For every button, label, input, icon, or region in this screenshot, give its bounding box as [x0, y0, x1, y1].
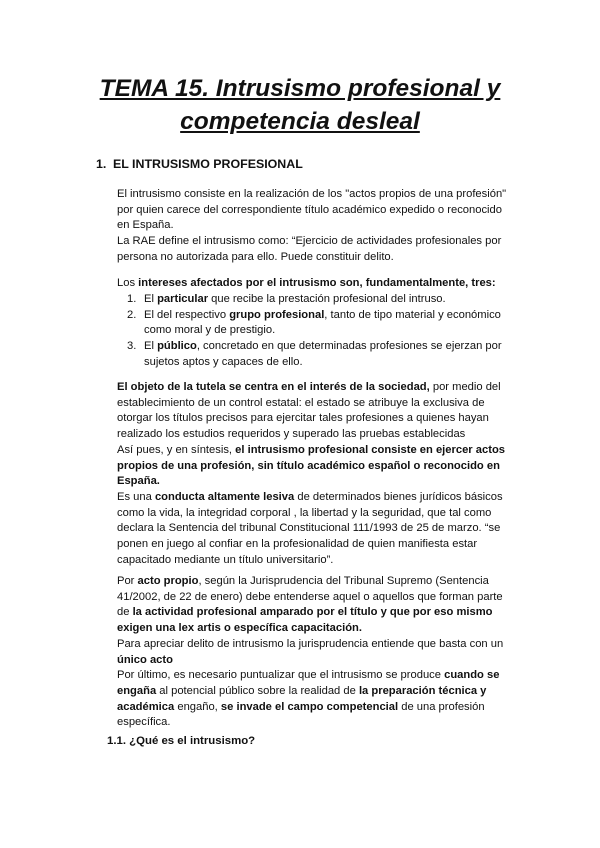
title-line-1: TEMA 15. Intrusismo profesional y: [99, 75, 501, 102]
list-item-number: 1.: [127, 293, 137, 305]
list-item-number: 3.: [127, 340, 137, 353]
list-item-text: El: [144, 340, 158, 353]
body-text: engaño,: [174, 700, 221, 713]
body-text: Es una: [117, 490, 155, 503]
body-text: Para apreciar delito de intrusismo la jurisprudencia entiende que basta con un: [117, 637, 504, 650]
bold-text: conducta altamente lesiva: [154, 490, 295, 503]
section-heading: [96, 156, 303, 172]
tutela-paragraphs: [117, 380, 507, 568]
body-text: Por: [117, 575, 138, 587]
intro-paragraph-1: El intrusismo consiste en la realización de los "actos propios de una profesión" por quien carece del correspondiente título académico expedido o reconocido en España.: [117, 188, 507, 232]
list-item-bold: grupo profesional: [229, 308, 325, 321]
list-item-text: que recibe la prestación profesional del intruso.: [208, 293, 446, 305]
body-text: Así pues, y en síntesis,: [117, 443, 236, 456]
interests-lead-bold: intereses afectados por el intrusismo son, fundamentalmente, tres:: [138, 277, 496, 289]
body-text: por medio del establecimiento de un control estatal: el estado se atribuye la exclusiva de otorgar los títulos precisos para ejercitar tales profesiones a quienes hayan realizado los estudios requeridos y superado las pruebas establecidas: [117, 381, 501, 441]
section-number: 1.: [96, 157, 107, 171]
list-item-number: 2.: [127, 308, 137, 321]
title-line-2: competencia desleal: [180, 108, 420, 135]
bold-text: la actividad profesional amparado por el título y que por eso mismo exigen una lex artis o específica capacitación.: [117, 606, 493, 635]
subsection-heading: 1.1. ¿Qué es el intrusismo?: [107, 735, 256, 747]
page-title: [60, 72, 540, 138]
body-text: Por último, es necesario puntualizar que el intrusismo se produce: [117, 669, 445, 682]
bold-text: El objeto de la tutela se centra en el interés de la sociedad,: [117, 381, 430, 393]
interests-lead-plain: Los: [117, 277, 139, 289]
intro-paragraph-2: La RAE define el intrusismo como: “Ejercicio de actividades profesionales por persona no autorizada para ello. Puede constituir delito.: [117, 235, 502, 263]
bold-text: se invade el campo competencial: [220, 700, 399, 713]
section-title: EL INTRUSISMO PROFESIONAL: [113, 157, 303, 171]
bold-text: la preparación técnica y académica: [117, 684, 487, 713]
body-text: al potencial público sobre la realidad de: [156, 684, 359, 697]
tutela-paragraph-1: [117, 380, 507, 443]
interests-lead: [117, 276, 507, 292]
acto-paragraph-3: [117, 668, 507, 731]
acto-paragraph-1: [117, 574, 507, 637]
body-text: de una profesión específica.: [117, 700, 485, 729]
acto-paragraphs: [117, 574, 507, 731]
list-item-text: El: [144, 293, 158, 305]
interests-list: [117, 292, 507, 371]
body-text: , según la Jurisprudencia del Tribunal Supremo (Sentencia 41/2002, de 22 de enero) debe entenderse aquel o aquellos que forman parte de: [117, 575, 503, 619]
list-item: [117, 308, 507, 339]
list-item-text: , tanto de tipo material y económico como moral y de prestigio.: [144, 308, 501, 337]
bold-text: acto propio: [137, 575, 199, 587]
bold-text: el intrusismo profesional consiste en ejercer actos propios de una profesión, sin título académico español o reconocido en España.: [117, 443, 505, 488]
intro-paragraphs: [117, 187, 507, 266]
acto-paragraph-2: [117, 637, 507, 668]
bold-text: único acto: [117, 653, 173, 666]
bold-text: cuando se engaña: [117, 669, 500, 697]
list-item: [117, 339, 507, 370]
list-item-text: El del respectivo: [144, 308, 230, 321]
list-item-text: , concretado en que determinadas profesiones se ejerzan por sujetos aptos y capaces de ello.: [144, 340, 502, 368]
list-item: [117, 292, 507, 308]
tutela-paragraph-3: [117, 490, 507, 569]
list-item-bold: público: [157, 340, 197, 353]
tutela-paragraph-2: [117, 443, 507, 490]
list-item-bold: particular: [157, 293, 209, 305]
body-text: de determinados bienes jurídicos básicos como la vida, la integridad corporal , la libertad y la seguridad, que tal como declara la Sentencia del tribunal Constitucional 111/1993 de 25 de marzo. “se ponen en juego al confiar en la profesionalidad de quien manifiesta estar capacitado mediante un título universitario”.: [117, 490, 503, 566]
